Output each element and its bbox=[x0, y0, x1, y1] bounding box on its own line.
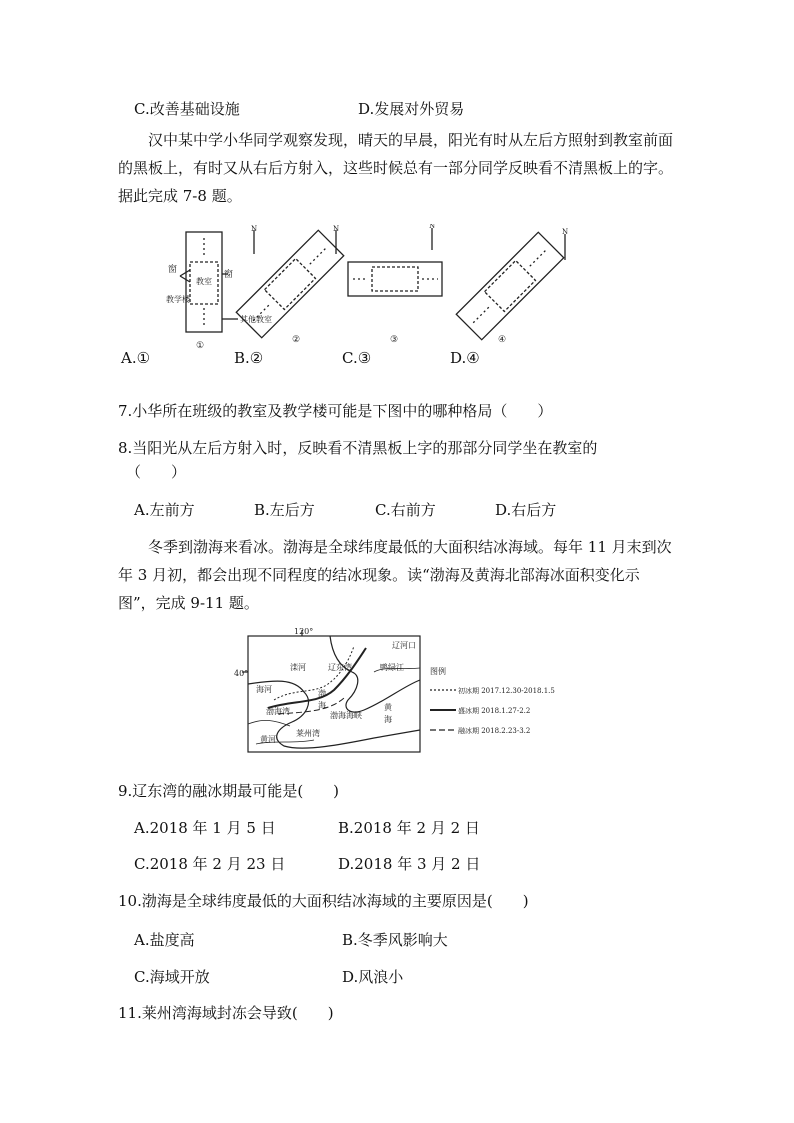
q9-option-d: D.2018 年 3 月 2 日 bbox=[338, 855, 481, 873]
layout-4-label: ④ bbox=[498, 335, 507, 345]
q8-option-d: D.右后方 bbox=[495, 501, 557, 519]
legend-initial-ice: 初冰期 2017.12.30-2018.1.5 bbox=[458, 687, 555, 695]
legend-title: 图例 bbox=[430, 667, 446, 676]
map-place-luanhe: 滦河 bbox=[290, 663, 306, 672]
q10-option-a: A.盐度高 bbox=[134, 931, 195, 949]
map-place-liaohekou: 辽河口 bbox=[392, 641, 416, 650]
layout-2-label: ② bbox=[292, 335, 301, 345]
map-place-hai: 海 bbox=[318, 701, 326, 710]
q9-option-c: C.2018 年 2 月 23 日 bbox=[134, 855, 286, 873]
map-place-bo: 渤 bbox=[318, 689, 326, 698]
fig1-option-d: D.④ bbox=[450, 349, 480, 367]
q10-option-c: C.海域开放 bbox=[134, 968, 210, 986]
north-arrow-4: N bbox=[562, 228, 569, 236]
window-label-left: 窗 bbox=[168, 265, 178, 275]
passage-bohai: 冬季到渤海来看冰。渤海是全球纬度最低的大面积结冰海域。每年 11 月末到次年 3 月初，都会出现不同程度的结冰现象。读“渤海及黄海北部海冰面积变化示图”，完成 9-11 题。 bbox=[118, 538, 672, 612]
window-label-right: 窗 bbox=[224, 270, 234, 280]
building-label: 教学楼 bbox=[166, 295, 190, 304]
q8-option-b: B.左后方 bbox=[254, 501, 315, 519]
map-longitude: 120° bbox=[294, 628, 314, 636]
map-place-liaodongwan: 辽东湾 bbox=[328, 663, 352, 672]
option-c-prev: C.改善基础设施 bbox=[134, 100, 240, 118]
question-10: 10.渤海是全球纬度最低的大面积结冰海域的主要原因是( ) bbox=[118, 892, 529, 910]
map-place-yalujiang: 鸭绿江 bbox=[380, 663, 404, 672]
question-11: 11.莱州湾海域封冻会导致( ) bbox=[118, 1004, 334, 1022]
fig1-option-c: C.③ bbox=[342, 349, 372, 367]
north-arrow-1: N bbox=[251, 225, 258, 233]
fig1-option-b: B.② bbox=[234, 349, 264, 367]
map-latitude: 40° bbox=[234, 669, 249, 678]
map-place-huanghe: 黄河 bbox=[260, 735, 276, 744]
q9-option-a: A.2018 年 1 月 5 日 bbox=[134, 819, 276, 837]
north-arrow-3: N bbox=[429, 224, 436, 230]
question-8-line2: （ ） bbox=[126, 463, 187, 481]
bohai-ice-map bbox=[234, 628, 564, 758]
map-place-hai2: 海 bbox=[384, 715, 392, 724]
q10-option-b: B.冬季风影响大 bbox=[342, 931, 448, 949]
q10-option-d: D.风浪小 bbox=[342, 968, 404, 986]
question-9: 9.辽东湾的融冰期最可能是( ) bbox=[118, 782, 340, 800]
question-7: 7.小华所在班级的教室及教学楼可能是下图中的哪种格局（ ） bbox=[118, 402, 553, 420]
classroom-label: 教室 bbox=[196, 277, 212, 286]
passage-classroom: 汉中某中学小华同学观察发现，晴天的早晨，阳光有时从左后方照射到教室前面的黑板上，有时又从右后方射入，这些时候总有一部分同学反映看不清黑板上的字。据此完成 7-8 题。 bbox=[118, 131, 674, 205]
map-place-bohaiwan: 渤海湾 bbox=[266, 707, 290, 716]
north-arrow-2: N bbox=[333, 225, 340, 233]
other-rooms-label: 其他教室 bbox=[240, 315, 272, 324]
fig1-option-a: A.① bbox=[121, 349, 151, 367]
legend-peak-ice: 盛冰期 2018.1.27-2.2 bbox=[458, 707, 531, 715]
q8-option-c: C.右前方 bbox=[375, 501, 436, 519]
option-d-prev: D.发展对外贸易 bbox=[358, 100, 465, 118]
legend-melt-ice: 融冰期 2018.2.23-3.2 bbox=[458, 727, 531, 735]
layout-1-label: ① bbox=[196, 341, 205, 351]
map-place-bohaihaixia: 渤海海峡 bbox=[330, 711, 362, 720]
classroom-layout-figure bbox=[160, 224, 630, 354]
layout-3-label: ③ bbox=[390, 335, 399, 345]
map-place-laizhouwan: 莱州湾 bbox=[296, 729, 320, 738]
map-place-haihe: 海河 bbox=[256, 685, 272, 694]
question-8-line1: 8.当阳光从左后方射入时，反映看不清黑板上字的那部分同学坐在教室的 bbox=[118, 439, 598, 457]
q8-option-a: A.左前方 bbox=[134, 501, 195, 519]
map-place-huang: 黄 bbox=[384, 703, 392, 712]
q9-option-b: B.2018 年 2 月 2 日 bbox=[338, 819, 480, 837]
